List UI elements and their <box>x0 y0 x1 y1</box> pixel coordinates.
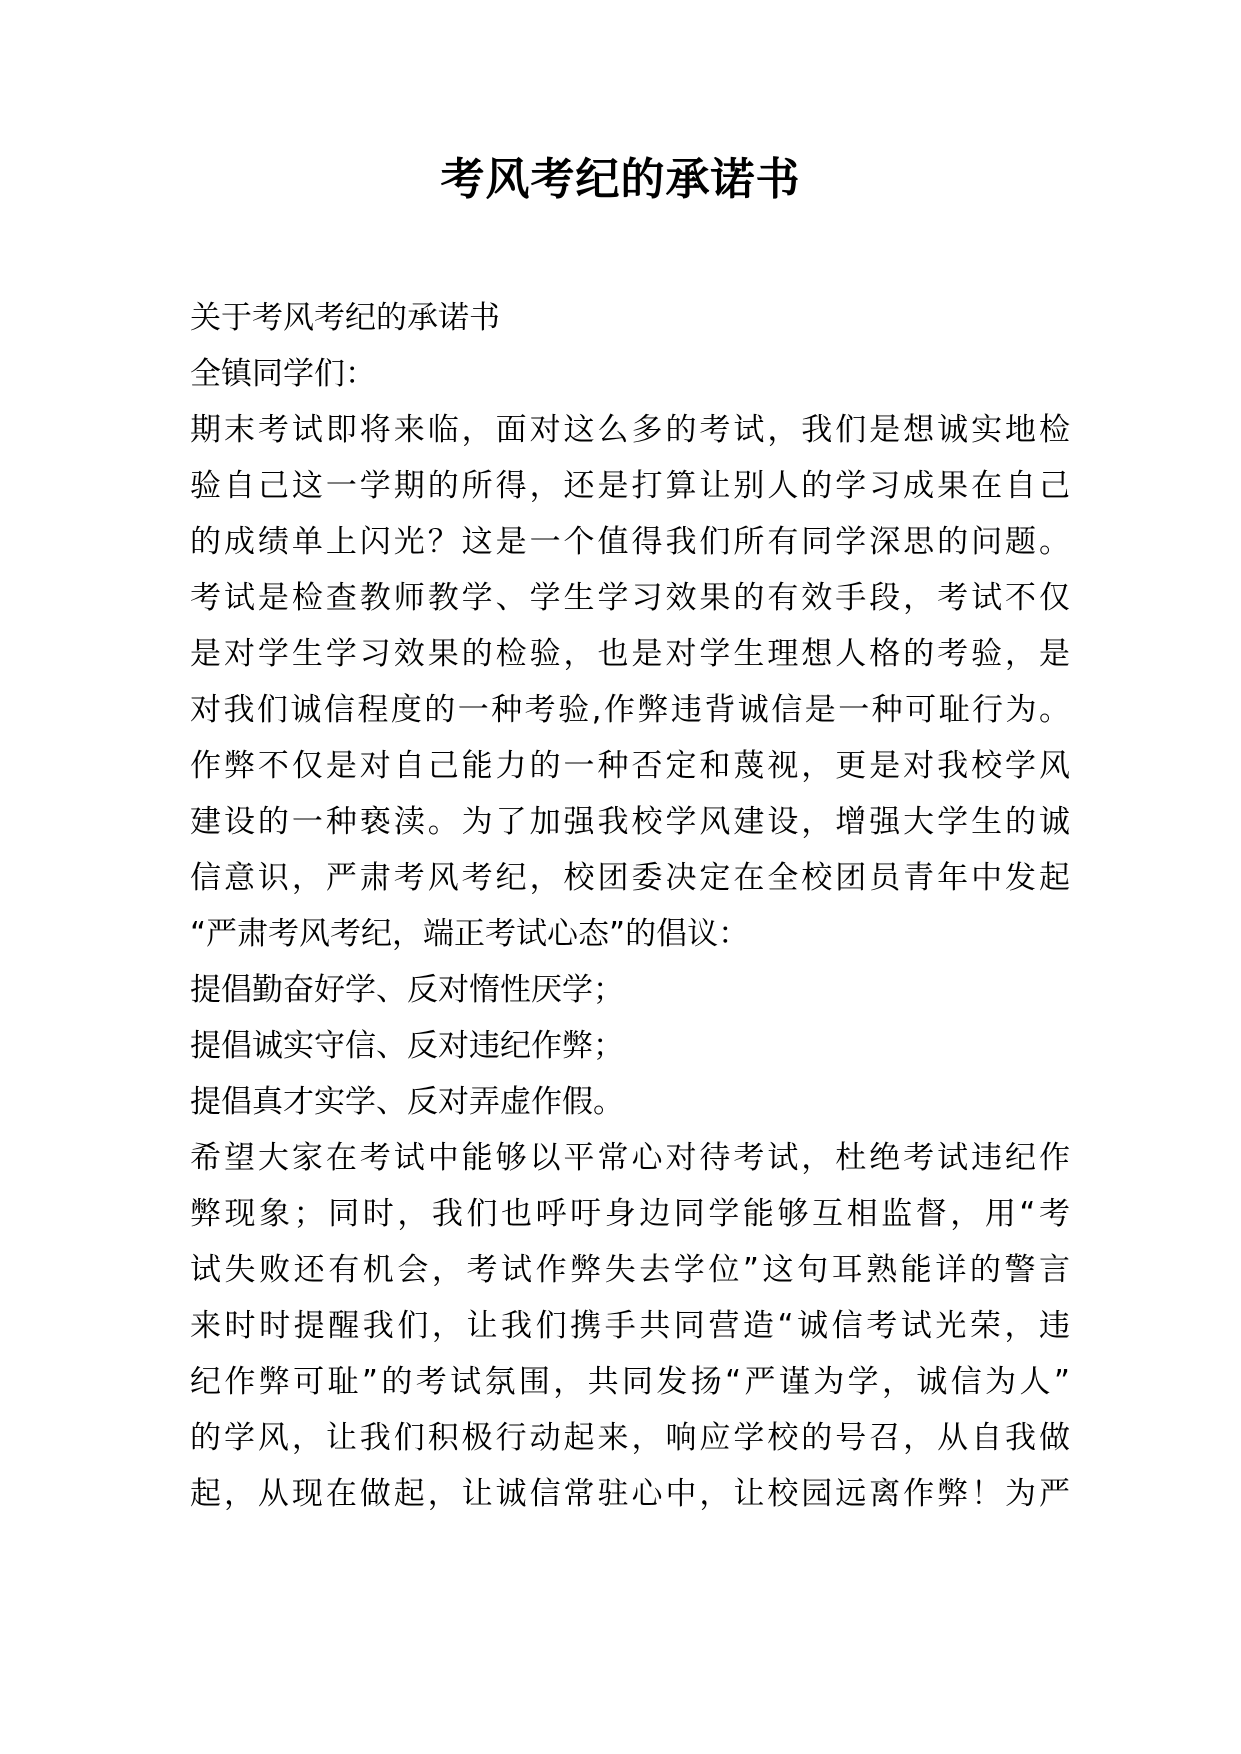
body-text-line: 希望大家在考试中能够以平常心对待考试，杜绝考试违纪作 <box>190 1140 1070 1176</box>
body-text-line: 试失败还有机会，考试作弊失去学位”这句耳熟能详的警言 <box>190 1252 1070 1288</box>
body-text-line: 对我们诚信程度的一种考验,作弊违背诚信是一种可耻行为。 <box>190 692 1070 728</box>
body-text-line: 的成绩单上闪光？这是一个值得我们所有同学深思的问题。 <box>190 524 1070 560</box>
body-text-line: 信意识，严肃考风考纪，校团委决定在全校团员青年中发起 <box>190 860 1070 896</box>
body-text-line: 考试是检查教师教学、学生学习效果的有效手段，考试不仅 <box>190 580 1070 616</box>
body-text-line: “严肃考风考纪，端正考试心态”的倡议： <box>190 916 750 952</box>
body-text-line: 验自己这一学期的所得，还是打算让别人的学习成果在自己 <box>190 468 1070 504</box>
document-title: 考风考纪的承诺书 <box>440 154 801 205</box>
body-text-line: 是对学生学习效果的检验，也是对学生理想人格的考验，是 <box>190 636 1070 672</box>
body-text-line: 作弊不仅是对自己能力的一种否定和蔑视，更是对我校学风 <box>190 748 1070 784</box>
body-text-line: 期末考试即将来临，面对这么多的考试，我们是想诚实地检 <box>190 412 1070 448</box>
body-text-line: 关于考风考纪的承诺书 <box>190 300 500 336</box>
body-text-line: 全镇同学们： <box>190 356 376 392</box>
body-text-line: 提倡诚实守信、反对违纪作弊； <box>190 1028 624 1064</box>
document-body <box>190 290 1070 1522</box>
body-text-line: 提倡勤奋好学、反对惰性厌学； <box>190 972 624 1008</box>
body-text-line: 建设的一种亵渎。为了加强我校学风建设，增强大学生的诚 <box>190 804 1070 840</box>
body-text-line: 纪作弊可耻”的考试氛围，共同发扬“严谨为学，诚信为人” <box>190 1364 1070 1400</box>
body-text-line: 提倡真才实学、反对弄虚作假。 <box>190 1084 624 1120</box>
body-text-line: 来时时提醒我们，让我们携手共同营造“诚信考试光荣，违 <box>190 1308 1070 1344</box>
body-text-line: 的学风，让我们积极行动起来，响应学校的号召，从自我做 <box>190 1420 1070 1456</box>
body-text-line: 起，从现在做起，让诚信常驻心中，让校园远离作弊！为严 <box>190 1476 1070 1512</box>
body-text-line: 弊现象；同时，我们也呼吁身边同学能够互相监督，用“考 <box>190 1196 1070 1232</box>
